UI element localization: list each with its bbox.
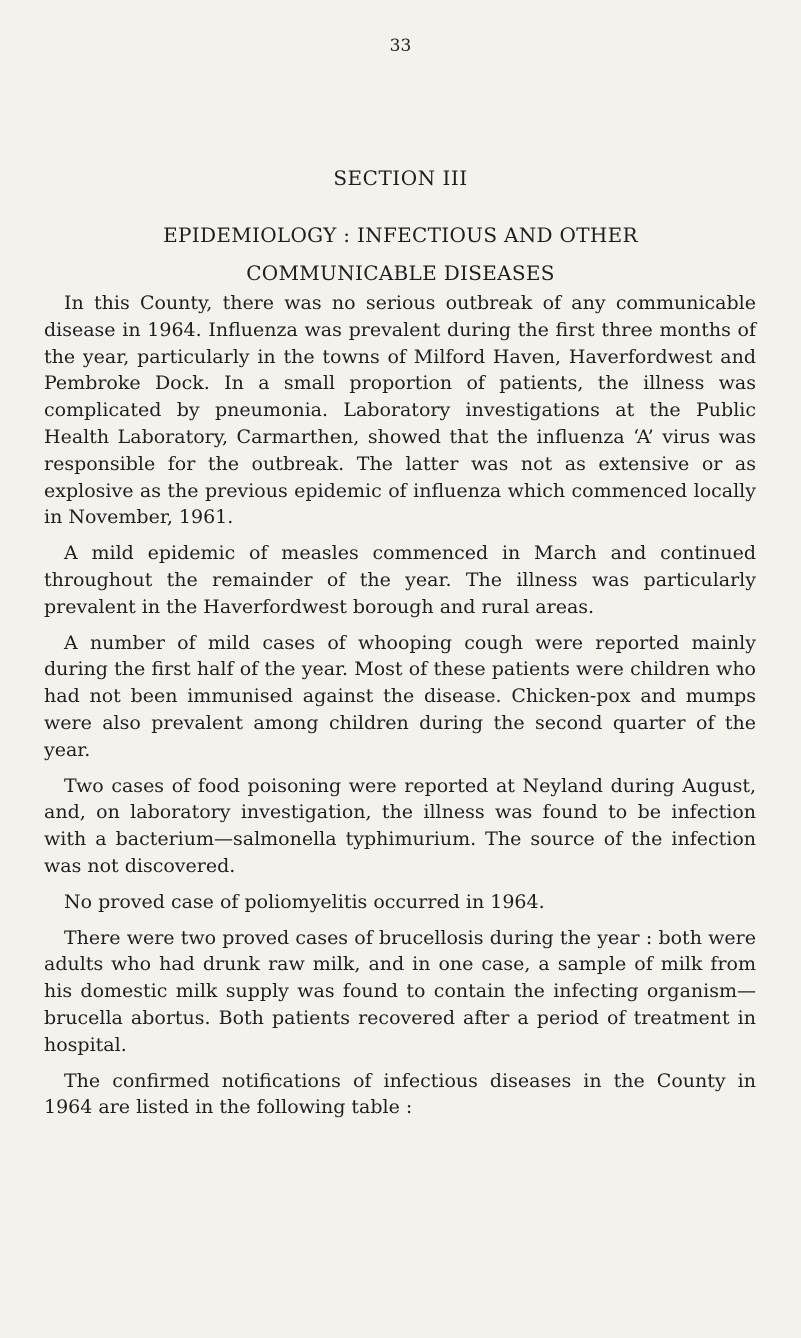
heading-line-2: COMMUNICABLE DISEASES [246, 261, 555, 285]
heading-line-1: EPIDEMIOLOGY : INFECTIOUS AND OTHER [163, 223, 638, 247]
paragraph-measles: A mild epidemic of measles commenced in March and continued throughout the remainder of the year. The illness was particularly prevalent in the Haverfordwest borough and rural areas. [44, 542, 756, 618]
paragraph-brucellosis: There were two proved cases of brucellosis during the year : both were adults who had drunk raw milk, and in one case, a sample of milk from his domestic milk supply was found to contain the infecting organism—brucella abortus. Both patients recovered after a period of treatment in hospital. [44, 926, 756, 1056]
paragraph-poliomyelitis: No proved case of poliomyelitis occurred in 1964. [64, 890, 545, 913]
paragraph-whooping-cough: A number of mild cases of whooping cough were reported mainly during the first half of the year. Most of these patients were children who had not been immunised against the disease. Chicken-pox and mumps were also prevalent among children during the second quarter of the year. [44, 631, 756, 761]
paragraph-influenza: In this County, there was no serious outbreak of any communicable disease in 1964. Influenza was prevalent during the first three months of the year, particularly in the towns of Milford Haven, Haverfordwest and Pembroke Dock. In a small proportion of patients, the illness was complicated by pneumonia. Laboratory investigations at the Public Health Laboratory, Carmarthen, showed that the influenza ‘A’ virus was responsible for the outbreak. The latter was not as extensive or as explosive as the previous epidemic of influenza which commenced locally in November, 1961. [44, 292, 756, 529]
paragraph-food-poisoning: Two cases of food poisoning were reported at Neyland during August, and, on laboratory investigation, the illness was found to be infection with a bacterium—salmonella typhimurium. The source of the infection was not discovered. [44, 774, 756, 877]
section-heading [0, 216, 801, 292]
page-number: 33 [389, 36, 412, 56]
body-text [44, 290, 756, 1130]
section-title: SECTION III [333, 166, 468, 190]
paragraph-notifications: The confirmed notifications of infectious diseases in the County in 1964 are listed in the following table : [44, 1069, 756, 1119]
